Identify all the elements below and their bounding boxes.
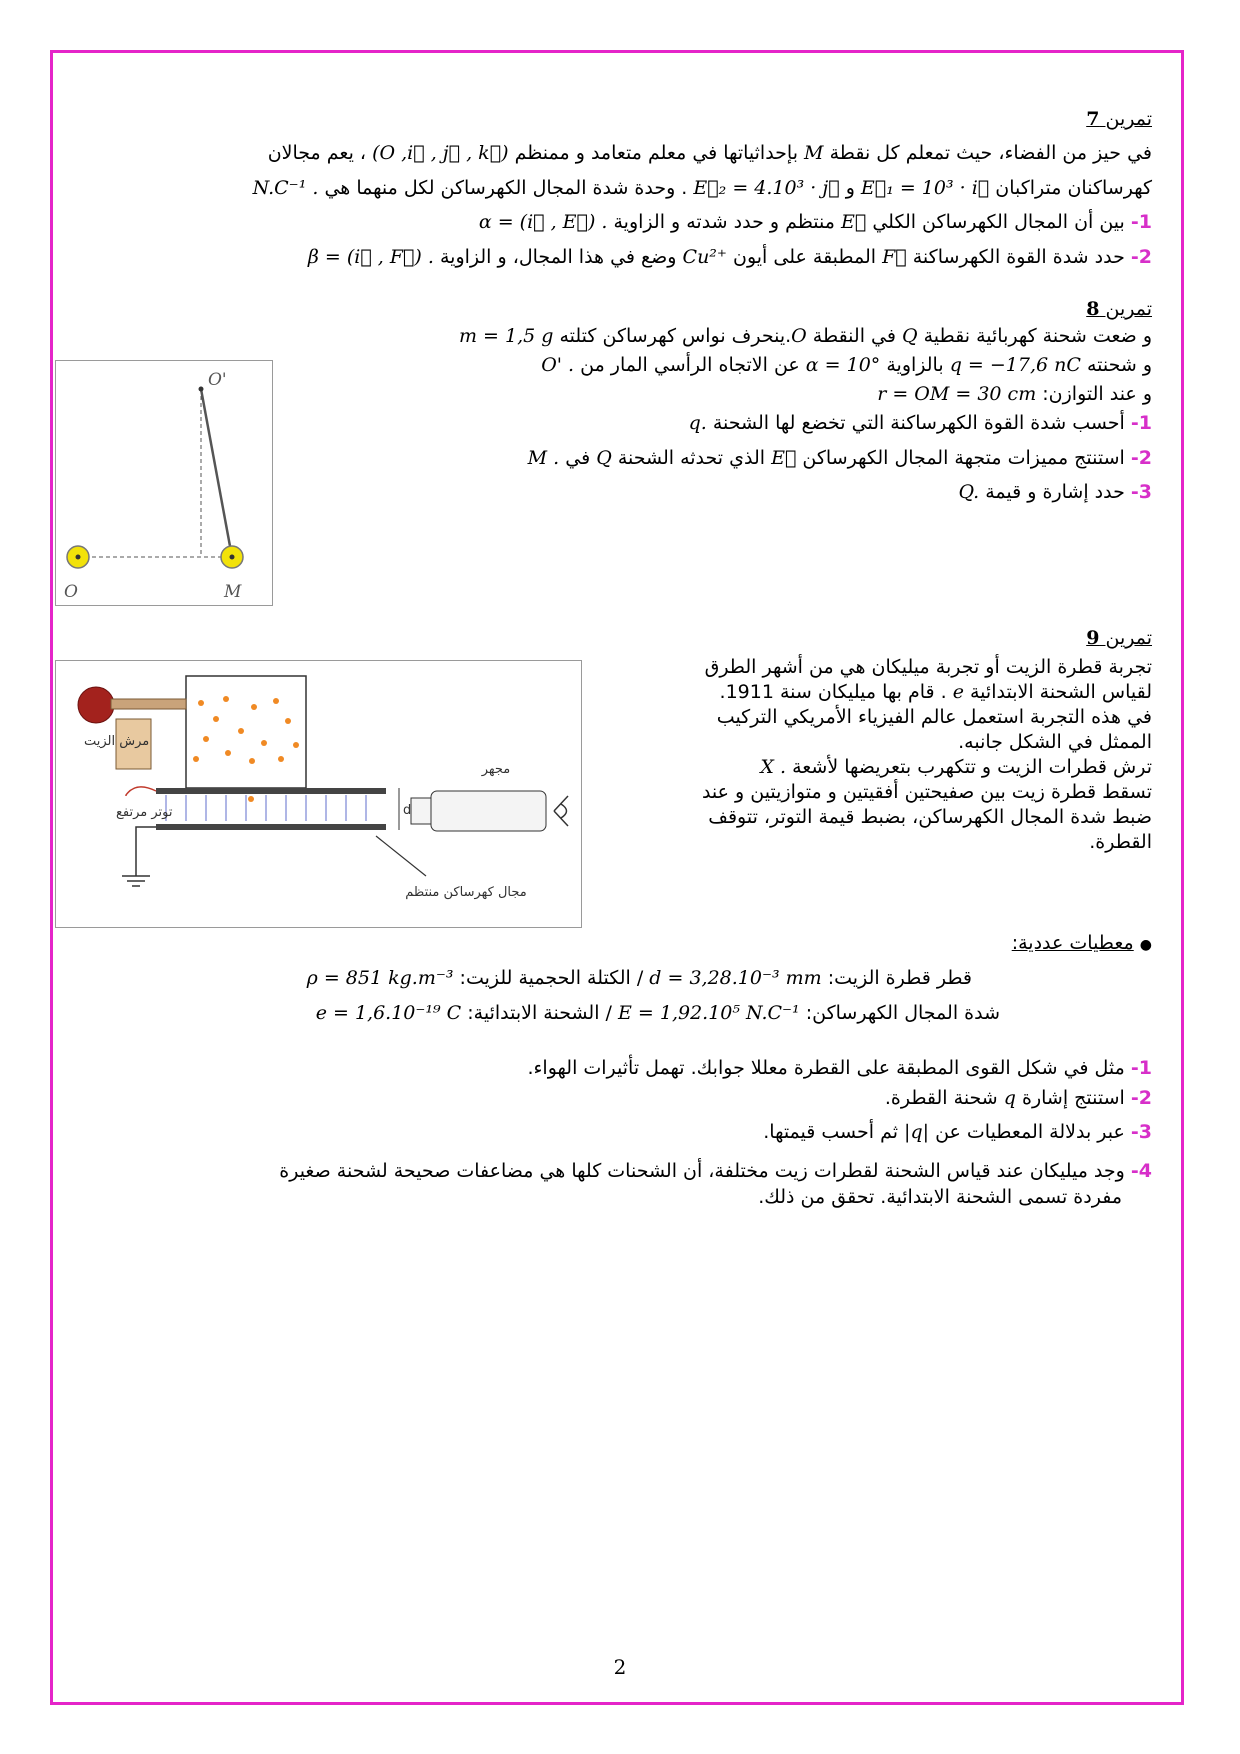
millikan-apparatus-diagram — [56, 661, 581, 927]
ex7-question-1: 1- بين أن المجال الكهرساكن الكلي E⃗ منتظم و حدد شدته و الزاوية α = (i⃗ , E⃗) . — [478, 211, 1152, 233]
falling-droplet — [248, 796, 254, 802]
pendulum-figure — [55, 360, 273, 606]
ex9-intro-line6: تسقط قطرة زيت بين صفيحتين أفقيتين و متوازيتين و عند — [701, 781, 1152, 803]
microscope-tube — [431, 791, 546, 831]
ex8-line1: و ضعت شحنة كهربائية نقطية Q في النقطة O.ينحرف نواس كهرساكن كتلته m = 1,5 g — [458, 325, 1152, 347]
positive-wire — [126, 787, 156, 796]
sprayer-nozzle — [111, 699, 186, 709]
ex9-data-line1: قطر قطرة الزيت: d = 3,28.10⁻³ mm / الكتلة الحجمية للزيت: ρ = 851 kg.m⁻³ — [306, 967, 972, 989]
ex8-line3: و عند التوازن: r = OM = 30 cm — [877, 383, 1152, 405]
ex9-data-header: ● معطيات عددية: — [1011, 932, 1152, 954]
ex9-intro-line1: تجربة قطرة الزيت أو تجربة ميليكان هي من أشهر الطرق — [704, 656, 1152, 678]
ex8-question-2: 2- استنتج مميزات متجهة المجال الكهرساكن E⃗ الذي تحدثه الشحنة Q في M . — [527, 447, 1152, 469]
ex7-line2: كهرساكنان متراكبان E⃗₁ = 10³ · i⃗ و E⃗₂ = 4.10³ · j⃗ . وحدة شدة المجال الكهرساكن لكل منهما هي N.C⁻¹ . — [252, 177, 1152, 199]
millikan-figure — [55, 660, 582, 928]
ex9-title: تمرين 9 — [1086, 627, 1152, 649]
label-sprayer: مرش الزيت — [84, 734, 150, 749]
page-number: 2 — [613, 1655, 627, 1679]
ground-wire — [136, 827, 156, 876]
field-arrows — [166, 795, 366, 821]
ex9-data-line2: شدة المجال الكهرساكن: E = 1,92.10⁵ N.C⁻¹ / الشحنة الابتدائية: e = 1,6.10⁻¹⁹ C — [315, 1002, 1000, 1024]
ex9-question-3: 3- عبر بدلالة المعطيات عن |q| ثم أحسب قيمتها. — [763, 1121, 1152, 1143]
ex9-intro-line3: في هذه التجربة استعمل عالم الفيزياء الأمريكي التركيب — [716, 706, 1152, 728]
ex7-line1: في حيز من الفضاء، حيث تمعلم كل نقطة M بإحداثياتها في معلم متعامد و ممنظم (O ,i⃗ , j⃗ , k⃗) ، يعم مجالان — [267, 142, 1152, 164]
ex7-question-2: 2- حدد شدة القوة الكهرساكنة F⃗ المطبقة على أيون Cu²⁺ وضع في هذا المجال، و الزاوية β = (i⃗ , F⃗) . — [307, 246, 1152, 268]
charge-Q-center — [76, 555, 81, 560]
ex9-intro — [622, 655, 1152, 855]
ex9-intro-line2: لقياس الشحنة الابتدائية e . قام بها ميليكان سنة 1911. — [719, 681, 1152, 703]
bullet-icon: ● — [1139, 937, 1152, 953]
label-microscope: مجهر — [481, 762, 511, 777]
label-d: d — [403, 803, 412, 818]
suspension-point — [199, 387, 204, 392]
ex9-intro-line4: الممثل في الشكل جانبه. — [958, 731, 1152, 753]
label-field: مجال كهرساكن منتظم — [405, 885, 527, 900]
ex8-line2: و شحنته q = −17,6 nC بالزاوية α = 10° عن الاتجاه الرأسي المار من O' . — [541, 354, 1152, 376]
ex9-question-4-line2: مفردة تسمى الشحنة الابتدائية. تحقق من ذلك. — [758, 1186, 1122, 1208]
eye-icon — [554, 796, 568, 826]
ex7-title: تمرين 7 — [1086, 108, 1152, 130]
ex8-title: تمرين 8 — [1086, 298, 1152, 320]
label-O-prime: O' — [208, 370, 227, 390]
ex9-question-2: 2- استنتج إشارة q شحنة القطرة. — [884, 1087, 1152, 1109]
label-M: M — [224, 582, 242, 602]
ex8-question-3: 3- حدد إشارة و قيمة Q. — [958, 481, 1152, 503]
ex8-question-1: 1- أحسب شدة القوة الكهرساكنة التي تخضع لها الشحنة q. — [688, 412, 1152, 434]
oil-chamber — [186, 676, 306, 788]
field-pointer — [376, 836, 426, 876]
label-voltage: توتر مرتفع — [116, 805, 173, 820]
sprayer-bulb — [78, 687, 114, 723]
lower-plate — [156, 824, 386, 830]
pendulum-ball-center — [230, 555, 235, 560]
ex9-intro-line5: ترش قطرات الزيت و تتكهرب بتعريضها لأشعة X . — [760, 756, 1152, 778]
label-O: O — [64, 582, 78, 602]
upper-plate — [156, 788, 386, 794]
pendulum-string — [201, 389, 232, 557]
ex9-intro-line7: ضبط شدة المجال الكهرساكن، بضبط قيمة التوتر، تتوقف — [708, 806, 1152, 828]
ex9-intro-line8: القطرة. — [1089, 831, 1152, 853]
ex9-question-1: 1- مثل في شكل القوى المطبقة على القطرة معللا جوابك. تهمل تأثيرات الهواء. — [527, 1057, 1152, 1079]
microscope-objective — [411, 798, 431, 824]
ex9-question-4: 4- وجد ميليكان عند قياس الشحنة لقطرات زيت مختلفة، أن الشحنات كلها هي مضاعفات صحيحة لشحنة صغيرة مفردة تسمى الشحنة الابتدائية. تحقق من ذلك. — [279, 1160, 1152, 1208]
pendulum-diagram — [56, 361, 272, 605]
